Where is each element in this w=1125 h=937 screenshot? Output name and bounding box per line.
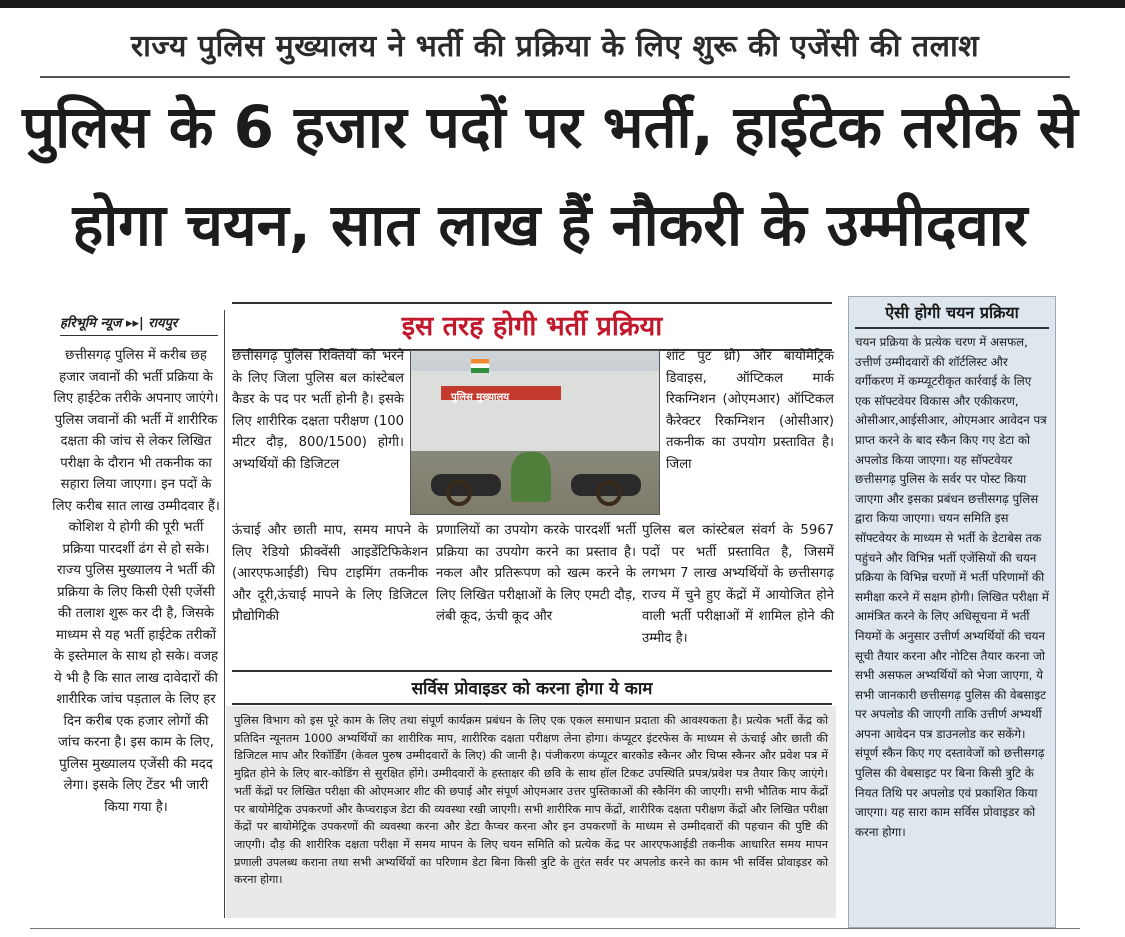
police-headquarters-photo (410, 350, 660, 515)
kicker-headline: राज्य पुलिस मुख्यालय ने भर्ती की प्रक्रिया के लिए शुरू की एजेंसी की तलाश (130, 29, 980, 64)
cannon-wheel-left (446, 480, 472, 506)
process-col3-top: शॉट पुट थ्रो) और बायोमेट्रिक डिवाइस, ऑप्टिकल मार्क रिकग्निशन (ओएमआर) ऑप्टिकल कैरेक्टर रिकग्निशन (ओसीआर) तकनीक का उपयोग प्रस्तावित है। जिला (666, 349, 834, 472)
top-border (0, 0, 1125, 8)
service-box-text: पुलिस विभाग को इस पूरे काम के लिए तथा संपूर्ण कार्यक्रम प्रबंधन के लिए एक एकल समाधान प्रदाता की आवश्यकता है। प्रत्येक भर्ती केंद्र को प्रतिदिन न्यूनतम 1000 अभ्यर्थियों का शारीरिक माप, शारीरिक दक्षता परीक्षण लेना होगा। कंप्यूटर इंटरफेस के माध्यम से ऊंचाई और छाती की डिजिटल माप और रिकॉर्डिंग (केवल पुरुष उम्मीदवारों के लिए) की जानी है। पंजीकरण कंप्यूटर बारकोड स्कैनर और चिप्स स्कैनर और प्रवेश पत्र में मुद्रित होने के लिए बार-कोडिंग से सुरक्षित होंगे। उम्मीदवारों के हस्ताक्षर की छवि के साथ हॉल टिकट उपस्थिति प्रपत्र/प्रवेश पत्र तैयार किए जाएंगे। भर्ती केंद्रों पर लिखित परीक्षा की ओएमआर शीट की छपाई और संपूर्ण ओएमआर उत्तर पुस्तिकाओं की स्कैनिंग की जाएगी। सभी भौतिक माप केंद्रों पर बायोमेट्रिक उपकरणों और कैप्चराइज डेटा की व्यवस्था रखी जाएगी। सभी शारीरिक माप केंद्रों, शारीरिक दक्षता परीक्षण केंद्रों और लिखित परीक्षा केंद्रों पर बायोमेट्रिक उपकरणों की व्यवस्था करना और डेटा कैप्चर करना और इन उपकरणों के माध्यम से उम्मीदवारों की पहचान की पुष्टि की जाएगी। दौड़ की शारीरिक दक्षता परीक्षा में समय मापन के लिए चयन समिति को प्रत्येक केंद्र पर आरएफआईडी तकनीक आधारित समय मापन प्रणाली उपलब्ध कराना तथा सभी अभ्यर्थियों का परिणाम डेटा बिना किसी त्रुटि के तुरंत सर्वर पर अपलोड करने का काम भी सर्विस प्रोवाइडर को करना होगा। (226, 706, 836, 918)
bottom-border (30, 928, 1080, 929)
process-col1-top: छत्तीसगढ़ पुलिस रिक्तियों को भरने के लिए जिला पुलिस बल कांस्टेबल कैडर के पद पर भर्ती होनी है। इसके लिए शारीरिक दक्षता परीक्षण (100 मीटर दौड़, 800/1500) होगी। अभ्यर्थियों की डिजिटल (232, 349, 404, 472)
main-headline-line-1: पुलिस के 6 हजार पदों पर भर्ती, हाईटेक तरीके से (22, 93, 1078, 161)
process-col3-bottom: पुलिस बल कांस्टेबल संवर्ग के 5967 पदों पर भर्ती प्रस्तावित है, जिसमें लगभग 7 लाख अभ्यर्थियों के छत्तीसगढ़ राज्य में चुने हुए केंद्रों में आयोजित होने वाली भर्ती परीक्षाओं में शामिल होने की उम्मीद है। (642, 523, 834, 646)
service-section-title: सर्विस प्रोवाइडर को करना होगा ये काम (232, 670, 832, 705)
left-column-text: छत्तीसगढ़ पुलिस में करीब छह हजार जवानों की भर्ती प्रक्रिया के लिए हाईटेक तरीके अपनाए जाएंगे। पुलिस जवानों की भर्ती में शारीरिक दक्षता की जांच से लेकर लिखित परीक्षा के दौरान भी तकनीक का सहारा लिया जाएगा। इन पदों के लिए करीब सात लाख उम्मीदवार हैं। कोशिश ये होगी की पूरी भर्ती प्रक्रिया पारदर्शी ढंग से हो सके। राज्य पुलिस मुख्यालय ने भर्ती की प्रक्रिया के लिए किसी ऐसी एजेंसी की तलाश शुरू कर दी है, जिसके माध्यम से यह भर्ती हाईटेक तरीकों के इस्तेमाल के साथ हो सके। वजह ये भी है कि सात लाख दावेदारों की शारीरिक जांच पड़ताल के लिए हर दिन करीब एक हजार लोगों की जांच करना है। इस काम के लिए, पुलिस मुख्यालय एजेंसी की मदद लेगा। इसके लिए टेंडर भी जारी किया गया है। (52, 348, 220, 815)
cannon-wheel-right (596, 480, 622, 506)
process-col2-bottom: प्रणालियों का उपयोग करके पारदर्शी भर्ती प्रक्रिया का उपयोग करने का प्रस्ताव है। नकल और प्रतिरूपण को खत्म करने के लिए लिखित परीक्षाओं के लिए एमटी दौड़, लंबी कूद, ऊंची कूद और (436, 523, 636, 624)
process-col1-bottom: ऊंचाई और छाती माप, समय मापने के लिए रेडियो फ्रीक्वेंसी आइडेंटिफिकेशन (आरएफआईडी) चिप टाइमिंग तकनीक और दूरी,ऊंचाई मापने के लिए डिजिटल प्रौद्योगिकी (232, 523, 428, 624)
byline: हरिभूमि न्यूज ▸▸| रायपुर (60, 313, 218, 336)
building-shape (411, 371, 660, 451)
main-headline-line-2: होगा चयन, सात लाख हैं नौकरी के उम्मीदवार (72, 191, 1028, 259)
selection-process-sidebar (848, 296, 1056, 928)
process-section-title: इस तरह होगी भर्ती प्रक्रिया (232, 302, 832, 351)
sidebar-text: चयन प्रक्रिया के प्रत्येक चरण में असफल, उत्तीर्ण उम्मीदवारों की शॉर्टलिस्ट और वर्गीकरण में कम्प्यूटरीकृत कार्रवाई के लिए एक सॉफ्टवेयर विकास और एकीकरण, ओसीआर,आईसीआर, ओएमआर आवेदन पत्र प्राप्त करने के बाद स्कैन किए गए डेटा को अपलोड किया जाएगा। यह सॉफ्टवेयर छत्तीसगढ़ पुलिस के सर्वर पर पोस्ट किया जाएगा और इसका प्रबंधन छत्तीसगढ़ पुलिस द्वारा किया जाएगा। चयन समिति इस सॉफ्टवेयर के माध्यम से भर्ती के डेटाबेस तक पहुंचने और विभिन्न भर्ती एजेंसियों की चयन प्रक्रिया के विभिन्न चरणों में भर्ती परिणामों की समीक्षा करने में सक्षम होगी। लिखित परीक्षा में आमंत्रित करने के लिए अधिसूचना में भर्ती नियमों के अनुसार उत्तीर्ण अभ्यर्थियों की चयन सूची तैयार करना और नोटिस तैयार करना जो सभी असफल अभ्यर्थियों को भेजा जाएगा, ये सभी जानकारी छत्तीसगढ़ पुलिस की वेबसाइट पर अपलोड की जाएगी ताकि उत्तीर्ण अभ्यर्थी अपना आवेदन पत्र डाउनलोड कर सकेंगे। संपूर्ण स्कैन किए गए दस्तावेजों को छत्तीसगढ़ पुलिस की वेबसाइट पर बिना किसी त्रुटि के नियत तिथि पर अपलोड एवं प्रकाशित किया जाएगा। यह सारा काम सर्विस प्रोवाइडर को करना होगा। (855, 335, 1049, 839)
photo-sign-text: पुलिस मुख्यालय (451, 392, 510, 403)
flag-icon (471, 359, 489, 373)
sidebar-title: ऐसी होगी चयन प्रक्रिया (855, 297, 1049, 329)
kicker-divider (40, 76, 1070, 78)
column-divider-left (224, 310, 225, 918)
tree-shape (511, 452, 551, 502)
